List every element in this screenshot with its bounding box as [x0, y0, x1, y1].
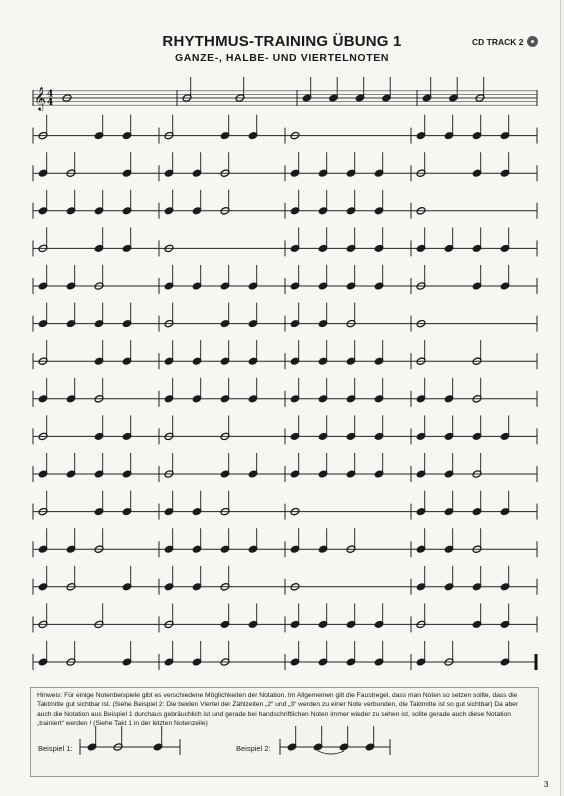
example2-label: Beispiel 2:: [236, 744, 271, 753]
time-signature-bottom: 4: [47, 98, 54, 108]
page-subtitle: GANZE-, HALBE- UND VIERTELNOTEN: [174, 52, 389, 64]
time-signature-top: 4: [47, 89, 54, 100]
example1-label: Beispiel 1:: [38, 744, 73, 753]
tie: [318, 751, 344, 754]
example2-staff: [280, 726, 390, 755]
example1-staff: [80, 726, 180, 755]
page-title: RHYTHMUS-TRAINING ÜBUNG 1: [162, 33, 402, 50]
cd-track-text: CD TRACK 2: [472, 36, 524, 47]
page-number: 3: [544, 780, 549, 789]
treble-clef-icon: 𝄞: [34, 86, 46, 110]
hint-text: Hinweis: Für einige Notenbeispiele gibt es verschiedene Möglichkeiten der Notation. Im Allgemeinen gilt die Faustregel, dass man Noten so setzen sollte, dass die Taktmitte gut sichtbar ist. (Siehe Beispiel 2: Die beiden Viertel der Zählzeiten „2“ und „3“ werden zu einer Note verbunden, die Taktmitte ist so gut sichtbar) Da aber auch die Notation aus Beispiel 1 durchaus gebräuchlich ist und gerade bei handschriftlichen Noten immer wieder zu sehen ist, sollte gerade auch diese Notation „trainiert“ werden ! (Siehe Takt 1 in der letzten Notenzeile): [37, 692, 519, 728]
